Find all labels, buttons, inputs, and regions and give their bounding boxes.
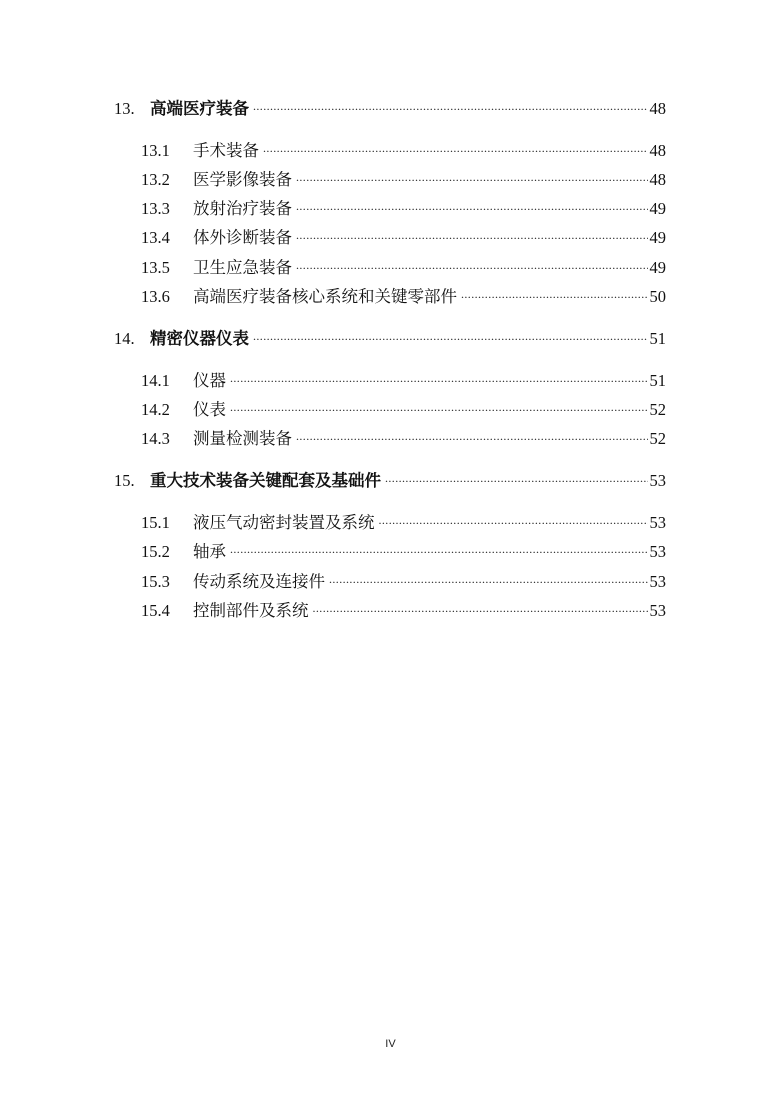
chapter-title: 高端医疗装备 [150,99,249,118]
section-number: 13.5 [141,258,170,277]
chapter-number: 13. [114,99,135,118]
section-title: 仪器 [193,371,226,390]
section-number: 13.4 [141,228,170,247]
dot-leader [379,508,648,531]
section-number: 14.2 [141,400,170,419]
dot-leader [230,537,648,560]
section-number: 14.1 [141,371,170,390]
page-number: 51 [649,329,666,348]
dot-leader [461,282,648,305]
section-number: 13.6 [141,287,170,306]
section-number: 15.3 [141,572,170,591]
section-number: 15.4 [141,601,170,620]
dot-leader [253,324,648,347]
dot-leader [296,223,648,246]
toc-chapter-13[interactable] [114,98,666,121]
toc-chapter-15[interactable] [114,470,666,493]
page-number: 49 [649,258,666,277]
toc-section-15-3[interactable] [141,571,666,594]
page-footer-number: IV [385,1038,396,1050]
dot-leader [313,596,648,619]
toc-section-14-1[interactable] [141,370,666,393]
toc-section-13-5[interactable] [141,257,666,280]
page-number: 49 [649,228,666,247]
toc-section-14-2[interactable] [141,399,666,422]
section-title: 轴承 [193,542,226,561]
section-number: 15.1 [141,513,170,532]
section-title: 液压气动密封装置及系统 [193,513,375,532]
page-number: 51 [649,371,666,390]
section-title: 控制部件及系统 [193,601,309,620]
section-number: 13.3 [141,199,170,218]
page-number: 48 [649,170,666,189]
page-number: 48 [649,141,666,160]
chapter-number: 15. [114,471,135,490]
chapter-number: 14. [114,329,135,348]
toc-section-13-2[interactable] [141,169,666,192]
dot-leader [296,194,648,217]
page-number: 53 [649,542,666,561]
page-number: 53 [649,513,666,532]
chapter-title: 重大技术装备关键配套及基础件 [150,471,381,490]
dot-leader [230,366,648,389]
section-title: 体外诊断装备 [193,228,292,247]
toc-section-15-4[interactable] [141,600,666,623]
toc-section-14-3[interactable] [141,428,666,451]
section-title: 仪表 [193,400,226,419]
page-number: 48 [649,99,666,118]
section-title: 测量检测装备 [193,429,292,448]
dot-leader [296,253,648,276]
toc-section-15-2[interactable] [141,541,666,564]
dot-leader [230,395,648,418]
section-title: 手术装备 [193,141,259,160]
dot-leader [385,466,648,489]
toc-section-13-1[interactable] [141,140,666,163]
dot-leader [296,424,648,447]
section-title: 医学影像装备 [193,170,292,189]
dot-leader [329,567,648,590]
section-title: 传动系统及连接件 [193,572,325,591]
toc-section-15-1[interactable] [141,512,666,535]
section-number: 14.3 [141,429,170,448]
section-title: 放射治疗装备 [193,199,292,218]
dot-leader [263,136,648,159]
section-title: 高端医疗装备核心系统和关键零部件 [193,287,457,306]
page-number: 52 [649,400,666,419]
page-number: 50 [649,287,666,306]
dot-leader [296,165,648,188]
page-number: 52 [649,429,666,448]
page-number: 53 [649,572,666,591]
toc-section-13-3[interactable] [141,198,666,221]
page-number: 53 [649,601,666,620]
toc-section-13-4[interactable] [141,227,666,250]
section-number: 15.2 [141,542,170,561]
section-title: 卫生应急装备 [193,258,292,277]
toc-chapter-14[interactable] [114,328,666,351]
dot-leader [253,94,648,117]
chapter-title: 精密仪器仪表 [150,329,249,348]
page-number: 49 [649,199,666,218]
toc-section-13-6[interactable] [141,286,666,309]
page-number: 53 [649,471,666,490]
section-number: 13.2 [141,170,170,189]
section-number: 13.1 [141,141,170,160]
